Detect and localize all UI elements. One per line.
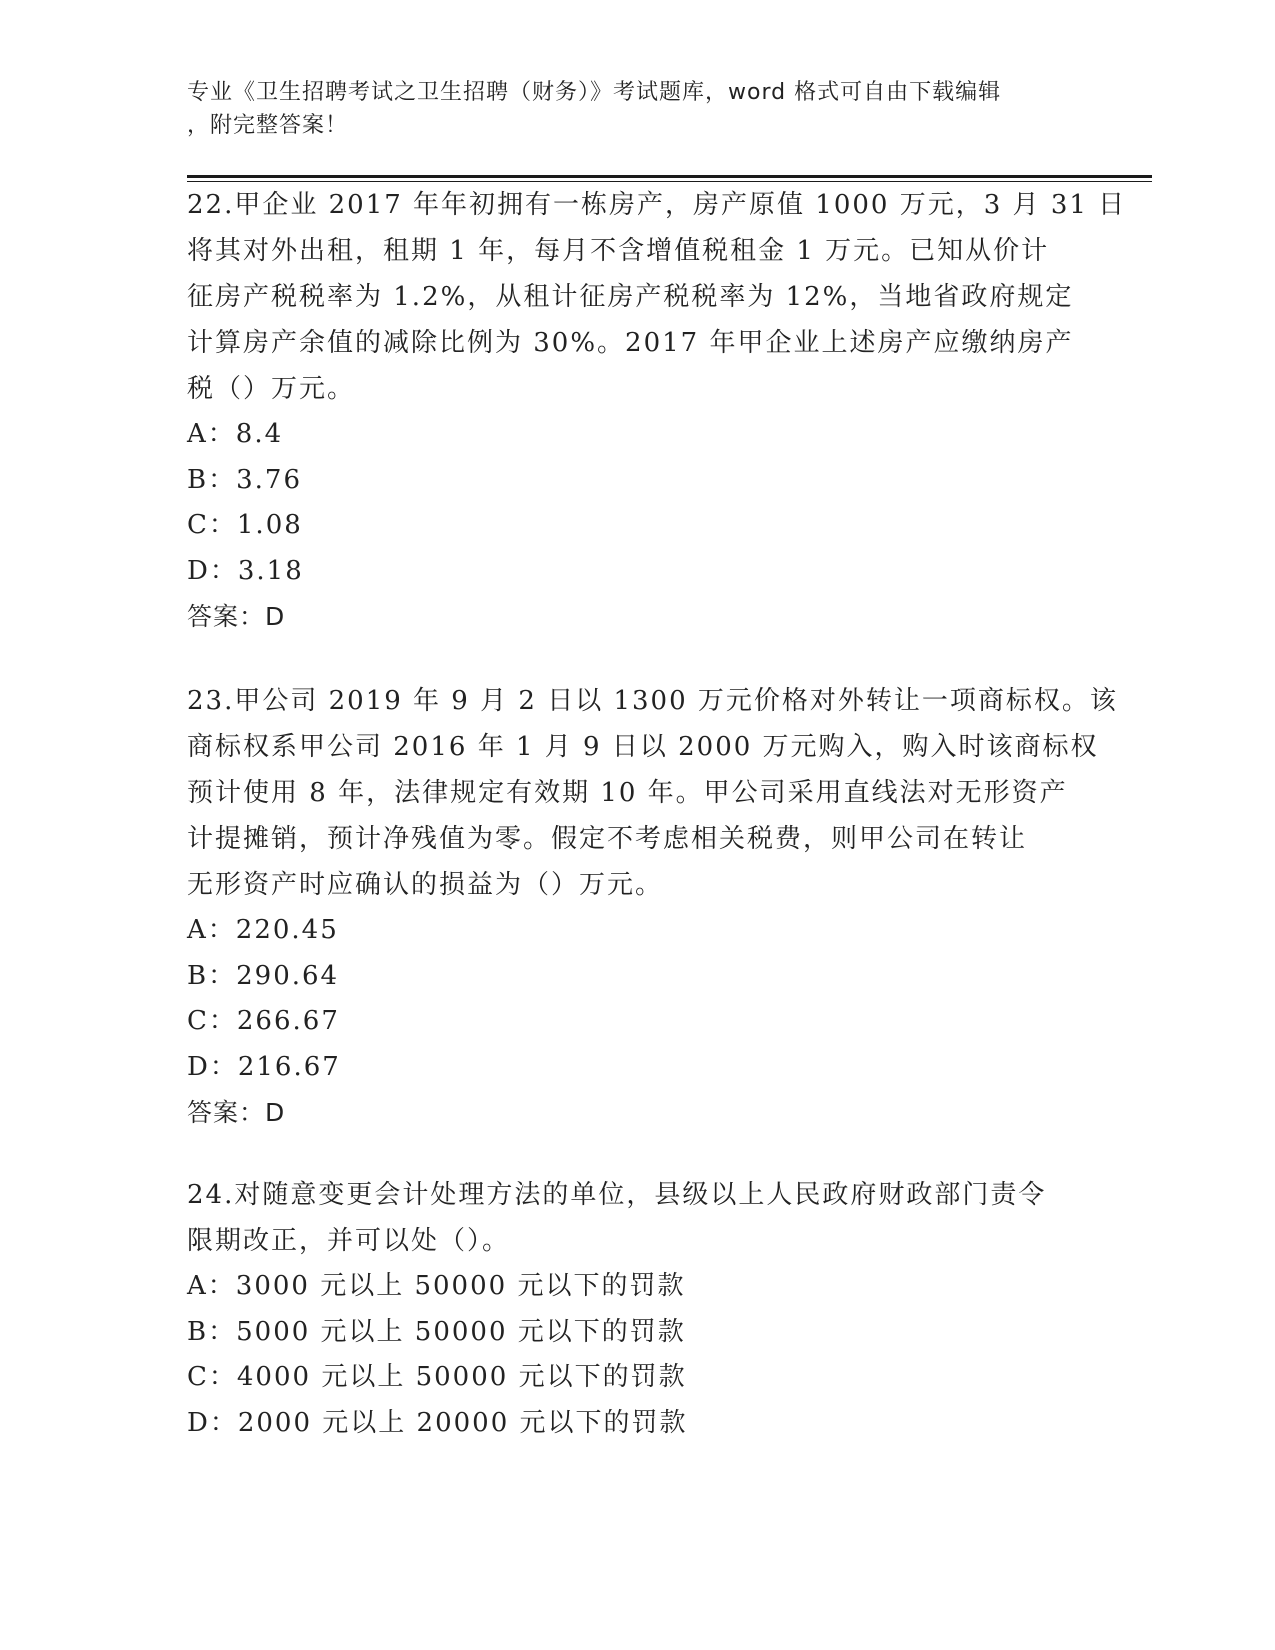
option-c: C：4000 元以上 50000 元以下的罚款: [187, 1362, 687, 1392]
header-divider: [187, 175, 1152, 178]
option-b: B：290.64: [187, 960, 340, 991]
stem-line: 将其对外出租，租期 1 年，每月不含增值税租金 1 万元。已知从价计: [187, 236, 1050, 266]
header-line: ，附完整答案！: [187, 113, 349, 138]
option-d: D：3.18: [187, 555, 304, 586]
stem-line: 商标权系甲公司 2016 年 1 月 9 日以 2000 万元购入，购入时该商标权: [187, 732, 1099, 762]
option-c: C：266.67: [187, 1006, 340, 1036]
question-stem: [187, 678, 1118, 908]
stem-line: 22.甲企业 2017 年年初拥有一栋房产，房产原值 1000 万元，3 月 31 日: [187, 190, 1127, 220]
header-line: 专业《卫生招聘考试之卫生招聘（财务）》考试题库，word 格式可自由下载编辑: [187, 80, 1002, 105]
stem-line: 24.对随意变更会计处理方法的单位，县级以上人民政府财政部门责令: [187, 1180, 1047, 1210]
option-d: D：2000 元以上 20000 元以下的罚款: [187, 1407, 688, 1438]
question-stem: [187, 1172, 1087, 1264]
stem-line: 无形资产时应确认的损益为（）万元。: [187, 870, 664, 900]
question-23: [187, 678, 1118, 1136]
question-stem: [187, 182, 1127, 412]
option-a: A：8.4: [187, 419, 284, 449]
answer-line: 答案：D: [187, 1098, 286, 1127]
option-d: D：216.67: [187, 1051, 341, 1082]
document-header: [187, 76, 1087, 142]
option-b: B：5000 元以上 50000 元以下的罚款: [187, 1316, 686, 1347]
stem-line: 计提摊销，预计净残值为零。假定不考虑相关税费，则甲公司在转让: [187, 824, 1028, 854]
option-a: A：220.45: [187, 915, 339, 945]
stem-line: 税（）万元。: [187, 374, 356, 404]
stem-line: 预计使用 8 年，法律规定有效期 10 年。甲公司采用直线法对无形资产: [187, 778, 1068, 808]
option-c: C：1.08: [187, 510, 303, 540]
answer-line: 答案：D: [187, 602, 286, 631]
option-a: A：3000 元以上 50000 元以下的罚款: [187, 1271, 686, 1301]
option-b: B：3.76: [187, 464, 302, 495]
stem-line: 限期改正，并可以处（）。: [187, 1226, 511, 1256]
question-24: [187, 1172, 1087, 1446]
question-22: [187, 182, 1127, 640]
stem-line: 征房产税税率为 1.2%，从租计征房产税税率为 12%，当地省政府规定: [187, 282, 1074, 312]
stem-line: 23.甲公司 2019 年 9 月 2 日以 1300 万元价格对外转让一项商标权。该: [187, 686, 1118, 716]
stem-line: 计算房产余值的减除比例为 30%。2017 年甲企业上述房产应缴纳房产: [187, 328, 1074, 358]
